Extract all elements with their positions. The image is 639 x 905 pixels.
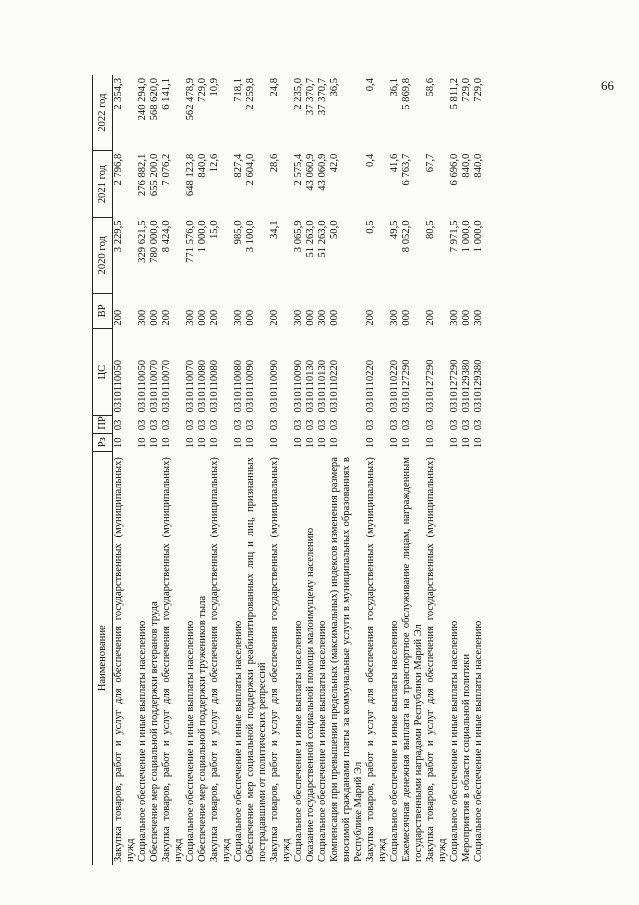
table-row	[293, 75, 305, 865]
row-2021: 827,4	[233, 153, 244, 178]
row-rz: 10	[197, 437, 208, 449]
row-rz: 10	[233, 437, 244, 449]
row-cs: 0310110080	[233, 359, 244, 413]
row-name: Закупка товаров, работ и услуг для обеспечения государственных (муниципальных) нужд	[161, 457, 184, 862]
row-pr: 03	[185, 419, 196, 431]
row-vr: 000	[305, 309, 316, 326]
row-name: Закупка товаров, работ и услуг для обеспечения государственных (муниципальных) нужд	[425, 457, 448, 862]
row-pr: 03	[293, 419, 304, 431]
table-row	[449, 75, 461, 865]
row-rz: 10	[137, 437, 148, 449]
row-2020: 771 576,0	[185, 220, 196, 263]
rotated-table-container	[92, 75, 597, 865]
row-pr: 03	[425, 419, 436, 431]
row-pr: 03	[245, 419, 256, 431]
row-pr: 03	[401, 419, 412, 431]
row-vr: 200	[365, 309, 376, 326]
row-rz: 10	[317, 437, 328, 449]
row-name: Социальное обеспечение и иные выплаты населению	[233, 620, 244, 862]
row-2022: 729,0	[197, 78, 208, 102]
row-vr: 200	[269, 309, 280, 326]
row-vr: 200	[209, 309, 220, 326]
row-2021: 655 200,0	[149, 153, 160, 197]
row-2021: 6 763,7	[401, 153, 412, 186]
row-2021: 2 604,0	[245, 153, 256, 186]
row-2022: 729,0	[473, 78, 484, 102]
row-2022: 37 370,7	[305, 78, 316, 116]
row-pr: 03	[149, 419, 160, 431]
table-row	[473, 75, 485, 865]
row-2020: 1 000,0	[197, 220, 208, 253]
row-vr: 000	[245, 309, 256, 326]
row-name: Социальное обеспечение и иные выплаты населению	[449, 620, 460, 862]
row-vr: 300	[389, 309, 400, 326]
row-2021: 28,6	[269, 153, 280, 173]
row-vr: 000	[197, 309, 208, 326]
row-vr: 000	[401, 309, 412, 326]
row-vr: 200	[161, 309, 172, 326]
row-pr: 03	[365, 419, 376, 431]
row-vr: 300	[137, 309, 148, 326]
row-2022: 10,9	[209, 78, 220, 97]
row-vr: 300	[473, 309, 484, 326]
row-cs: 0310129380	[461, 359, 472, 413]
table-body	[113, 75, 486, 865]
row-name: Закупка товаров, работ и услуг для обеспечения государственных (муниципальных) нужд	[209, 457, 232, 862]
row-rz: 10	[293, 437, 304, 449]
row-cs: 0310110070	[185, 359, 196, 413]
row-2020: 1 000,0	[473, 220, 484, 253]
row-rz: 10	[269, 437, 280, 449]
row-pr: 03	[473, 419, 484, 431]
row-2020: 3 100,0	[245, 220, 256, 253]
row-2022: 37 370,7	[317, 78, 328, 116]
row-cs: 0310110050	[113, 359, 124, 413]
row-2021: 41,6	[389, 153, 400, 173]
row-cs: 0310127290	[449, 359, 460, 413]
row-2021: 7 076,2	[161, 153, 172, 186]
table-header-row	[93, 75, 113, 865]
row-2022: 5 811,2	[449, 78, 460, 110]
row-pr: 03	[329, 419, 340, 431]
header-2021: 2021 год	[93, 151, 113, 218]
row-2022: 718,1	[233, 78, 244, 102]
row-cs: 0310110130	[305, 359, 316, 413]
row-2021: 840,0	[461, 153, 472, 178]
row-name: Компенсация при превышении предельных (максимальных) индексов изменения размера вносимой гражданами платы за коммунальные услуги в муниципальных образованиях в Республике Марий Эл	[329, 457, 364, 862]
table-row	[197, 75, 209, 865]
row-vr: 200	[113, 309, 124, 326]
table-row	[269, 75, 293, 865]
row-2022: 6 141,1	[161, 78, 172, 110]
row-2020: 80,5	[425, 220, 436, 240]
row-vr: 000	[149, 309, 160, 326]
row-2020: 8 424,0	[161, 220, 172, 253]
row-name: Социальное обеспечение и иные выплаты населению	[317, 620, 328, 862]
row-cs: 0310129380	[473, 359, 484, 413]
row-vr: 300	[293, 309, 304, 326]
row-2021: 67,7	[425, 153, 436, 173]
row-name: Оказание государственной социальной помощи малоимущему населению	[305, 527, 316, 862]
row-rz: 10	[113, 437, 124, 449]
row-cs: 0310110090	[245, 359, 256, 413]
row-pr: 03	[113, 419, 124, 431]
row-2021: 276 882,1	[137, 153, 148, 197]
table-row	[113, 75, 138, 865]
row-vr: 300	[449, 309, 460, 326]
table-row	[161, 75, 185, 865]
budget-table	[92, 75, 485, 865]
row-name: Социальное обеспечение и иные выплаты населению	[389, 620, 400, 862]
row-2022: 0,4	[365, 78, 376, 92]
row-2021: 12,6	[209, 153, 220, 173]
row-vr: 000	[329, 309, 340, 326]
row-pr: 03	[209, 419, 220, 431]
row-name: Социальное обеспечение и иные выплаты населению	[137, 620, 148, 862]
row-2020: 329 621,5	[137, 220, 148, 263]
table-row	[209, 75, 233, 865]
row-rz: 10	[449, 437, 460, 449]
row-pr: 03	[449, 419, 460, 431]
row-2020: 1 000,0	[461, 220, 472, 253]
row-2022: 729,0	[461, 78, 472, 102]
row-2021: 43 060,9	[317, 153, 328, 191]
row-2022: 2 235,0	[293, 78, 304, 110]
row-2022: 24,8	[269, 78, 280, 97]
table-row	[425, 75, 449, 865]
row-cs: 0310110220	[365, 359, 376, 413]
row-rz: 10	[245, 437, 256, 449]
table-row	[401, 75, 425, 865]
row-rz: 10	[209, 437, 220, 449]
row-name: Закупка товаров, работ и услуг для обеспечения государственных (муниципальных) нужд	[269, 457, 292, 862]
row-2022: 5 869,8	[401, 78, 412, 110]
row-name: Закупка товаров, работ и услуг для обеспечения государственных (муниципальных) нужд	[365, 457, 388, 862]
row-rz: 10	[305, 437, 316, 449]
row-cs: 0310110080	[197, 359, 208, 413]
row-name: Обеспечение мер социальной поддержки ветеранов труда	[149, 601, 160, 862]
row-2022: 2 259,8	[245, 78, 256, 110]
row-2020: 34,1	[269, 220, 280, 240]
table-row	[305, 75, 317, 865]
row-cs: 0310110080	[209, 359, 220, 413]
row-2022: 562 478,9	[185, 78, 196, 121]
row-name: Социальное обеспечение и иные выплаты населению	[473, 620, 484, 862]
row-2020: 780 000,0	[149, 220, 160, 263]
row-2021: 840,0	[473, 153, 484, 178]
row-rz: 10	[473, 437, 484, 449]
row-pr: 03	[305, 419, 316, 431]
row-2021: 6 696,0	[449, 153, 460, 186]
row-rz: 10	[401, 437, 412, 449]
row-pr: 03	[161, 419, 172, 431]
row-vr: 200	[425, 309, 436, 326]
row-rz: 10	[365, 437, 376, 449]
row-pr: 03	[317, 419, 328, 431]
row-pr: 03	[233, 419, 244, 431]
row-cs: 0310127290	[425, 359, 436, 413]
table-row	[317, 75, 329, 865]
row-2020: 3 065,9	[293, 220, 304, 253]
row-cs: 0310110220	[329, 359, 340, 413]
row-rz: 10	[161, 437, 172, 449]
table-row	[245, 75, 269, 865]
row-name: Ежемесячная денежная выплата на транспортное обслуживание лицам, награжденным государственными наградами Республики Марий Эл	[401, 457, 424, 862]
row-rz: 10	[149, 437, 160, 449]
row-2020: 51 263,0	[305, 220, 316, 258]
table-row	[461, 75, 473, 865]
row-name: Обеспечение мер социальной поддержки тружеников тыла	[197, 595, 208, 862]
row-name: Социальное обеспечение и иные выплаты населению	[185, 620, 196, 862]
table-row	[149, 75, 161, 865]
row-rz: 10	[461, 437, 472, 449]
row-cs: 0310110070	[149, 359, 160, 413]
row-2020: 50,0	[329, 220, 340, 240]
row-rz: 10	[329, 437, 340, 449]
row-name: Закупка товаров, работ и услуг для обеспечения государственных (муниципальных) нужд	[113, 457, 136, 862]
row-pr: 03	[461, 419, 472, 431]
row-2021: 0,4	[365, 153, 376, 167]
row-rz: 10	[389, 437, 400, 449]
row-2020: 51 263,0	[317, 220, 328, 258]
table-row	[185, 75, 197, 865]
row-vr: 300	[317, 309, 328, 326]
row-rz: 10	[185, 437, 196, 449]
row-2020: 49,5	[389, 220, 400, 240]
header-rz: Рз	[93, 433, 113, 451]
header-2020: 2020 год	[93, 217, 113, 293]
header-name: Наименование	[93, 451, 113, 865]
header-2022: 2022 год	[93, 75, 113, 151]
header-cs: ЦС	[93, 329, 113, 416]
row-cs: 0310110130	[317, 359, 328, 413]
header-pr: ПР	[93, 416, 113, 434]
row-rz: 10	[425, 437, 436, 449]
row-2022: 58,6	[425, 78, 436, 97]
header-vr: ВР	[93, 293, 113, 329]
row-2020: 7 971,5	[449, 220, 460, 253]
row-cs: 0310110090	[269, 359, 280, 413]
row-cs: 0310110090	[293, 359, 304, 413]
page-number: 66	[601, 78, 614, 93]
row-2020: 15,0	[209, 220, 220, 240]
table-row	[233, 75, 245, 865]
row-cs: 0310110050	[137, 359, 148, 413]
table-row	[329, 75, 365, 865]
row-name: Социальное обеспечение и иные выплаты населению	[293, 620, 304, 862]
row-cs: 0310127290	[401, 359, 412, 413]
row-2021: 648 123,8	[185, 153, 196, 197]
row-2020: 3 229,5	[113, 220, 124, 253]
row-vr: 300	[185, 309, 196, 326]
row-2021: 2 796,8	[113, 153, 124, 186]
row-2021: 840,0	[197, 153, 208, 178]
row-vr: 300	[233, 309, 244, 326]
row-2020: 0,5	[365, 220, 376, 234]
row-2022: 2 354,3	[113, 78, 124, 110]
table-row	[137, 75, 149, 865]
row-pr: 03	[197, 419, 208, 431]
row-2022: 568 620,0	[149, 78, 160, 121]
row-2022: 36,5	[329, 78, 340, 97]
row-2021: 2 575,4	[293, 153, 304, 186]
row-2022: 36,1	[389, 78, 400, 97]
row-cs: 0310110220	[389, 359, 400, 413]
row-vr: 000	[461, 309, 472, 326]
row-2021: 43 060,9	[305, 153, 316, 191]
row-2021: 42,0	[329, 153, 340, 173]
row-2022: 240 294,0	[137, 78, 148, 121]
row-pr: 03	[137, 419, 148, 431]
row-name: Мероприятия в области социальной политики	[461, 653, 472, 862]
table-row	[389, 75, 401, 865]
row-name: Обеспечение мер социальной поддержки реабилитированных лиц и лиц, признанных пострадавшими от политических репрессий	[245, 457, 268, 862]
row-cs: 0310110070	[161, 359, 172, 413]
row-pr: 03	[269, 419, 280, 431]
row-pr: 03	[389, 419, 400, 431]
row-2020: 8 052,0	[401, 220, 412, 253]
table-row	[365, 75, 389, 865]
row-2020: 985,0	[233, 220, 244, 245]
